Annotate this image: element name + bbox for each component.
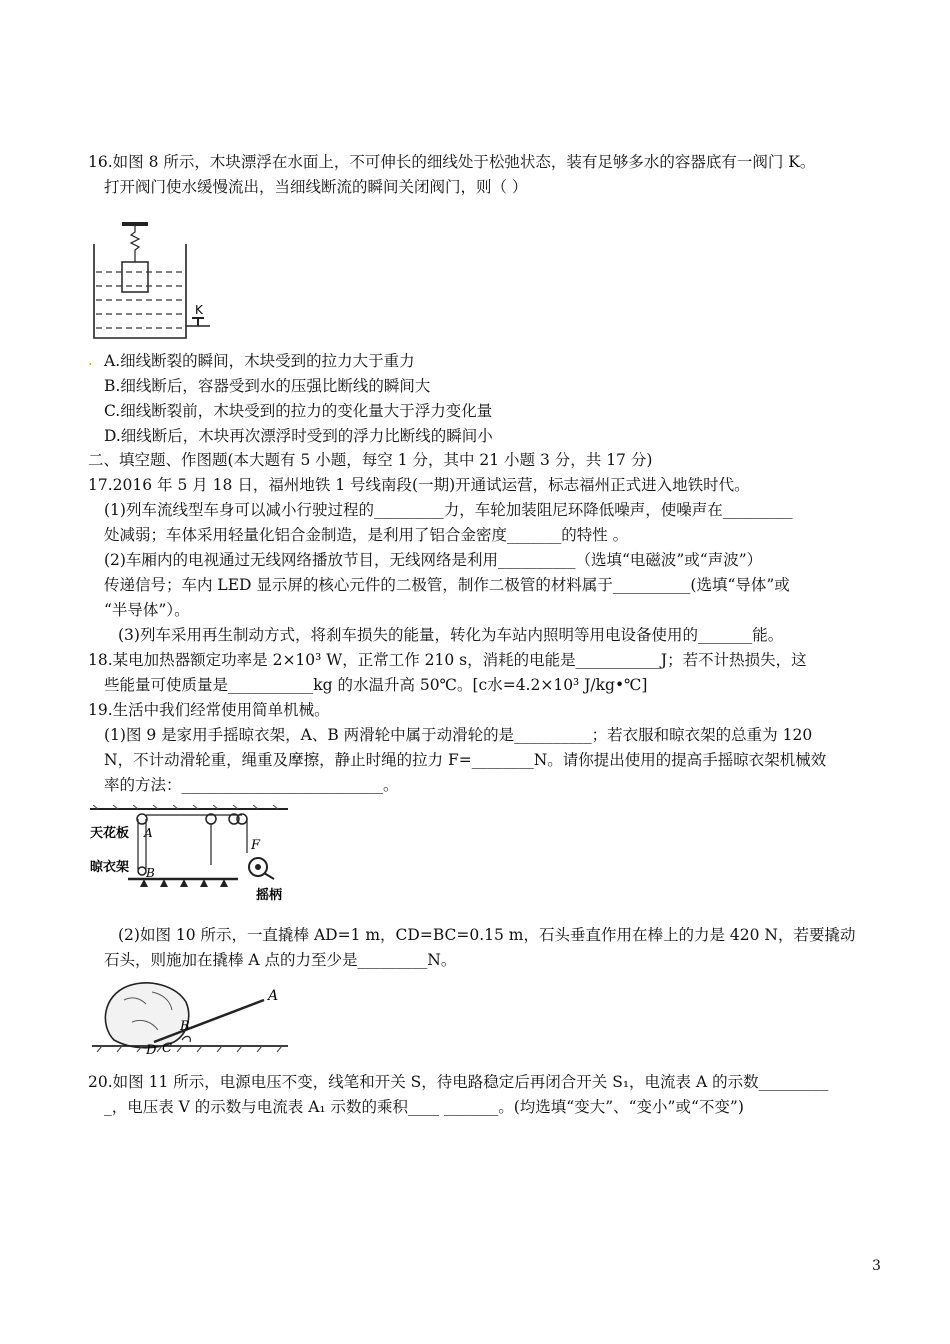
label-rack: 晾衣架: [90, 860, 130, 875]
q16-option-c: C.细线断裂前，木块受到的拉力的变化量大于浮力变化量: [104, 402, 493, 420]
q19-part1-line3: 率的方法：__________________________。: [104, 776, 399, 794]
valve-label-k: K: [195, 303, 203, 317]
q19-part1-line2: N，不计动滑轮重，绳重及摩擦，静止时绳的拉力 F=________N。请你提出使用的提高手摇晾衣架机械效: [104, 751, 827, 769]
label-d-point: D: [146, 1043, 157, 1054]
q18-line-1: 18.某电加热器额定功率是 2×10³ W，正常工作 210 s，消耗的电能是___________J；若不计热损失，这: [88, 651, 807, 669]
hanger-bracket: [122, 222, 148, 226]
wooden-block: [122, 262, 148, 292]
q19-part1-line1: (1)图 9 是家用手摇晾衣架，A、B 两滑轮中属于动滑轮的是__________；若衣服和晾衣架的总重为 120: [104, 726, 813, 744]
slack-string: [131, 226, 139, 262]
q17-part2-line1: (2)车厢内的电视通过无线网络播放节目，无线网络是利用__________（选填“电磁波”或“声波”）: [104, 551, 763, 569]
label-a: A: [144, 826, 153, 840]
figure-8-container-diagram: [88, 222, 223, 344]
q20-line-2: _，电压表 V 的示数与电流表 A₁ 示数的乘积____ _______。(均选填“变大”、“变小”或“不变”): [104, 1098, 744, 1116]
label-c-point: C: [162, 1041, 172, 1054]
q16-option-a: A.细线断裂的瞬间，木块受到的拉力大于重力: [104, 352, 415, 370]
q16-option-b: B.细线断后，容器受到水的压强比断线的瞬间大: [104, 377, 431, 395]
q16-line-2: 打开阀门使水缓慢流出，当细线断流的瞬间关闭阀门，则（ ）: [104, 178, 528, 196]
label-f: F: [251, 838, 261, 853]
q17-part3: (3)列车采用再生制动方式，将刹车损失的能量，转化为车站内照明等用电设备使用的_______能。: [118, 626, 784, 644]
label-a-point: A: [268, 988, 279, 1004]
q17-part2-line3: “半导体”）。: [104, 601, 190, 619]
q18-line-2: 些能量可使质量是___________kg 的水温升高 50℃。[c水=4.2×10³ J/kg•℃]: [104, 676, 648, 694]
label-b-point: B: [180, 1019, 190, 1034]
q16-line-1: 16.如图 8 所示，木块漂浮在水面上，不可伸长的细线处于松弛状态，装有足够多水的容器底有一阀门 K。: [88, 153, 816, 171]
q19-part2-line2: 石头，则施加在撬棒 A 点的力至少是_________N。: [104, 951, 457, 969]
q19-intro: 19.生活中我们经常使用简单机械。: [88, 701, 330, 719]
q16-option-d: D.细线断后，木块再次漂浮时受到的浮力比断线的瞬间小: [104, 427, 493, 445]
q19-part2-line1: (2)如图 10 所示，一直撬棒 AD=1 m，CD=BC=0.15 m，石头垂直作用在棒上的力是 420 N，若要撬动: [118, 926, 856, 944]
label-crank: 摇柄: [256, 888, 283, 903]
q17-part1-line1: (1)列车流线型车身可以减小行驶过程的_________力，车轮加装阻尼环降低噪声，使噪声在_________: [104, 501, 793, 519]
q17-intro: 17.2016 年 5 月 18 日，福州地铁 1 号线南段(一期)开通试运营，标志福州正式进入地铁时代。: [88, 476, 750, 494]
page-number: 3: [872, 1258, 881, 1274]
container-wall: [94, 244, 210, 338]
label-b: B: [146, 866, 155, 880]
section-2-heading: 二、填空题、作图题(本大题有 5 小题，每空 1 分，其中 21 小题 3 分，共 17 分): [88, 451, 653, 469]
figure-10-lever-diagram: [92, 978, 292, 1054]
q17-part2-line2: 传递信号；车内 LED 显示屏的核心元件的二极管，制作二极管的材料属于__________(选填“导体”或: [104, 576, 790, 594]
pulley-b: [138, 867, 146, 875]
q17-part1-line2: 处减弱；车体采用轻量化铝合金制造，是利用了铝合金密度_______的特性 。: [104, 526, 629, 544]
highlight-dot: .: [88, 353, 93, 369]
label-ceiling: 天花板: [90, 826, 130, 841]
q20-line-1: 20.如图 11 所示，电源电压不变，线笔和开关 S，待电路稳定后再闭合开关 S₁，电流表 A 的示数_________: [88, 1073, 829, 1091]
stone: [105, 983, 188, 1048]
valve-icon: [192, 318, 204, 326]
figure-9-clothes-rack-diagram: [88, 805, 293, 905]
